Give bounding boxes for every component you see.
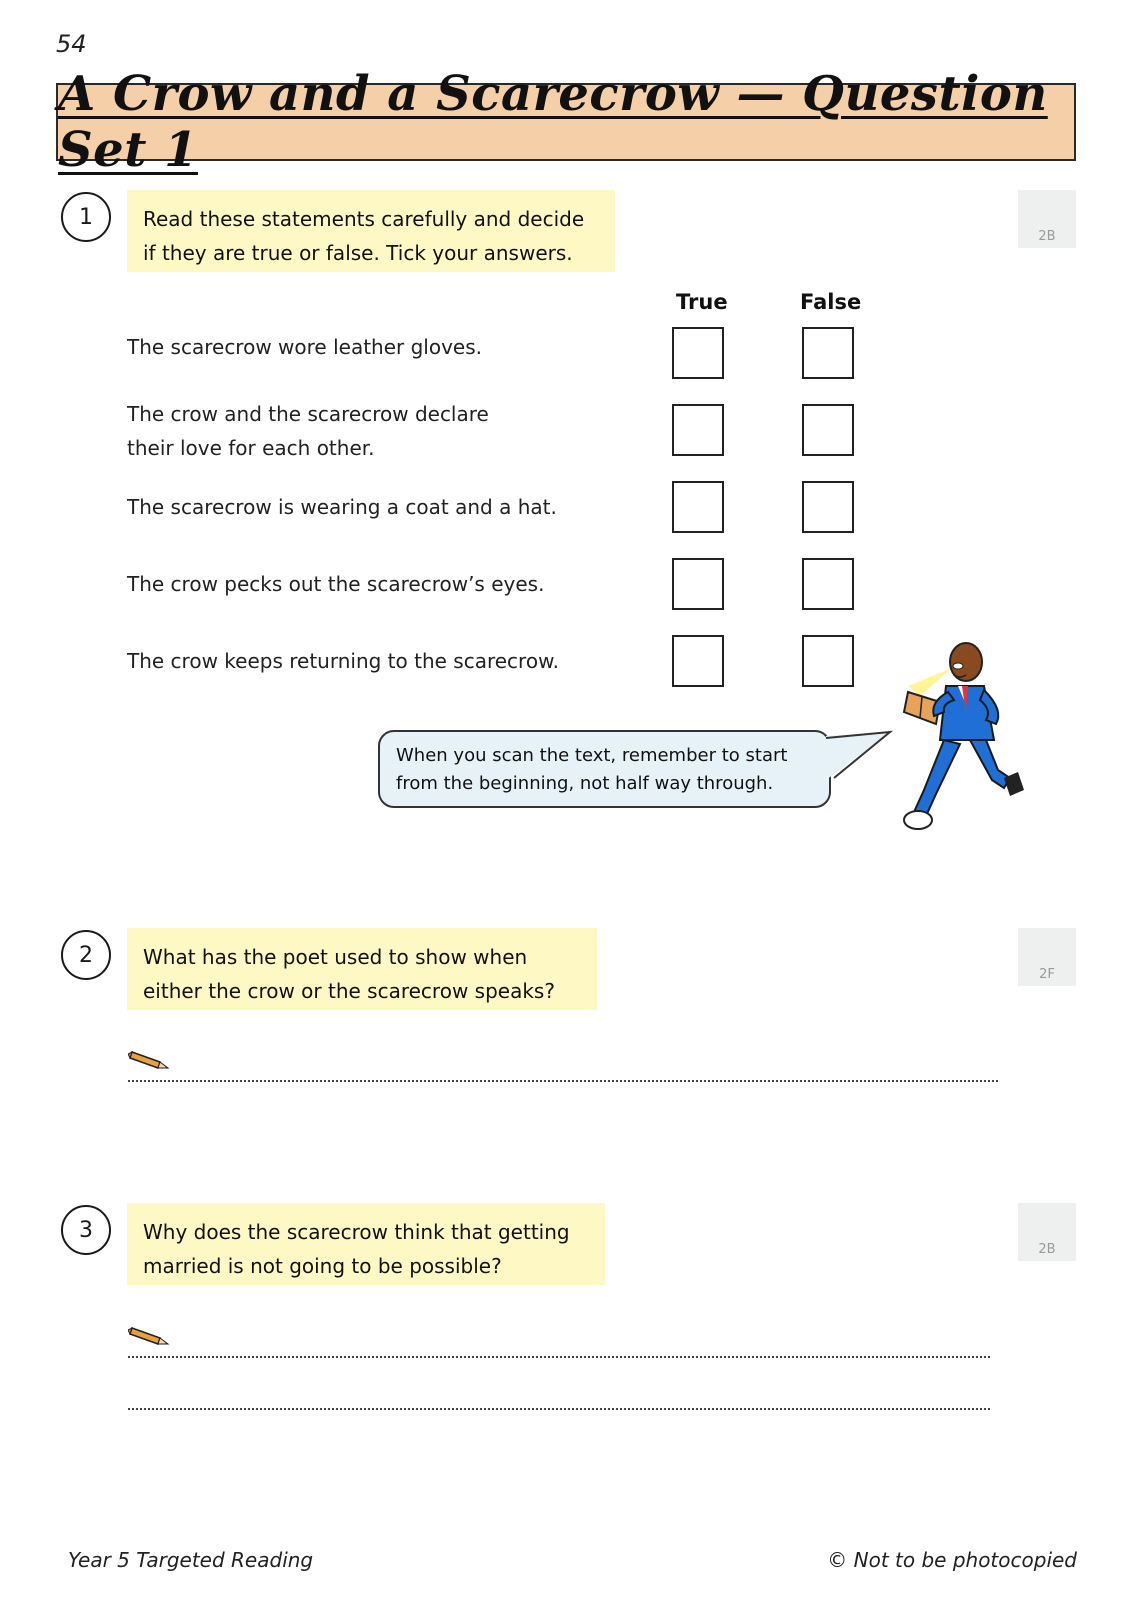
question-1-number: 1 bbox=[61, 192, 111, 242]
page-title: A Crow and a Scarecrow — Question Set 1 bbox=[58, 66, 1048, 178]
question-1-skill-tag: 2B bbox=[1018, 190, 1076, 248]
page-number: 54 bbox=[56, 30, 87, 58]
reading-man-illustration bbox=[900, 640, 1030, 850]
question-3-prompt: Why does the scarecrow think that getting married is not going to be possible? bbox=[127, 1203, 605, 1285]
statement-5: The crow keeps returning to the scarecrow. bbox=[127, 649, 559, 673]
statement-4: The crow pecks out the scarecrow’s eyes. bbox=[127, 572, 545, 596]
title-banner bbox=[56, 66, 1076, 178]
question-2-answer-line[interactable] bbox=[128, 1080, 998, 1082]
question-3-answer-line-1[interactable] bbox=[128, 1356, 990, 1358]
statement-3-false-checkbox[interactable] bbox=[802, 481, 854, 533]
statement-1-false-checkbox[interactable] bbox=[802, 327, 854, 379]
statement-5-true-checkbox[interactable] bbox=[672, 635, 724, 687]
statement-4-true-checkbox[interactable] bbox=[672, 558, 724, 610]
question-3-number: 3 bbox=[61, 1205, 111, 1255]
statement-4-false-checkbox[interactable] bbox=[802, 558, 854, 610]
question-3-skill-tag: 2B bbox=[1018, 1203, 1076, 1261]
statement-2-true-checkbox[interactable] bbox=[672, 404, 724, 456]
question-3-answer-line-2[interactable] bbox=[128, 1408, 990, 1410]
question-2-prompt: What has the poet used to show when either the crow or the scarecrow speaks? bbox=[127, 928, 597, 1010]
tip-speech-bubble: When you scan the text, remember to start from the beginning, not half way through. bbox=[378, 730, 831, 808]
statement-2: The crow and the scarecrow declare their love for each other. bbox=[127, 402, 489, 460]
statement-5-false-checkbox[interactable] bbox=[802, 635, 854, 687]
statement-2-false-checkbox[interactable] bbox=[802, 404, 854, 456]
pencil-icon bbox=[128, 1048, 172, 1072]
statement-1: The scarecrow wore leather gloves. bbox=[127, 335, 483, 359]
statement-3-true-checkbox[interactable] bbox=[672, 481, 724, 533]
true-column-header: True bbox=[676, 290, 728, 314]
statement-1-true-checkbox[interactable] bbox=[672, 327, 724, 379]
footer-copyright: © Not to be photocopied bbox=[827, 1548, 1077, 1572]
statement-3: The scarecrow is wearing a coat and a hat. bbox=[127, 495, 557, 519]
question-1-prompt: Read these statements carefully and decide if they are true or false. Tick your answers. bbox=[127, 190, 615, 272]
speech-bubble-tail bbox=[826, 728, 896, 788]
false-column-header: False bbox=[800, 290, 862, 314]
question-2-skill-tag: 2F bbox=[1018, 928, 1076, 986]
question-2-number: 2 bbox=[61, 930, 111, 980]
footer-book-title: Year 5 Targeted Reading bbox=[68, 1548, 314, 1572]
pencil-icon bbox=[128, 1324, 172, 1348]
